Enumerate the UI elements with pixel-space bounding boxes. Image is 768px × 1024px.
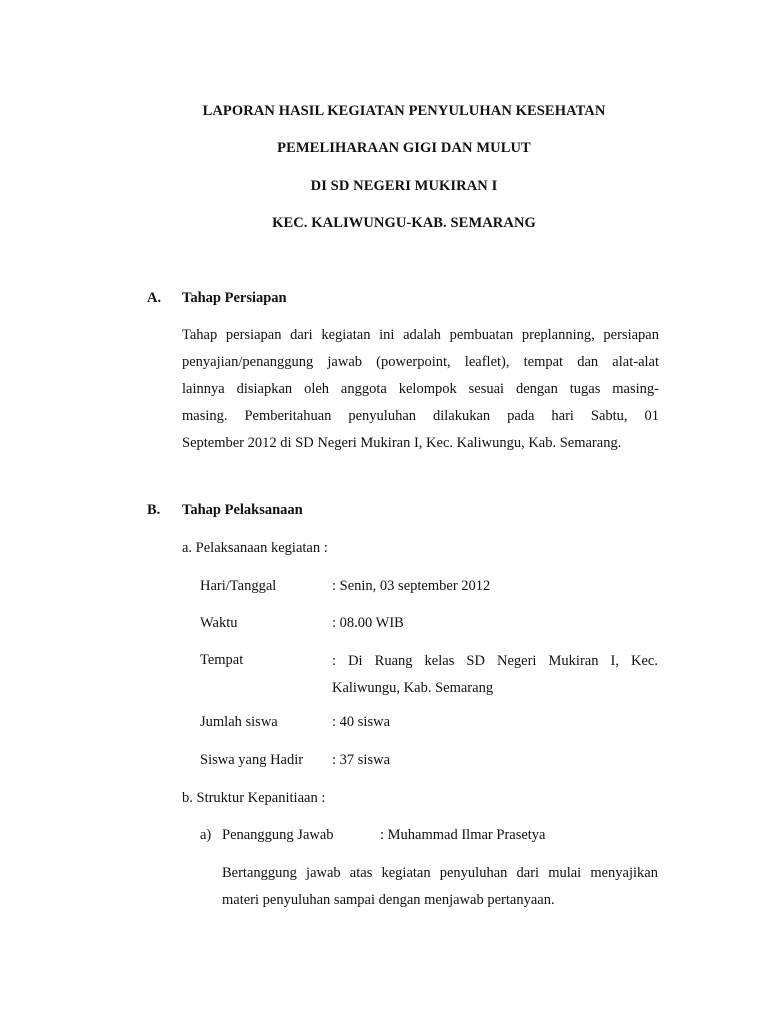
title-line-2: PEMELIHARAAN GIGI DAN MULUT <box>277 140 531 156</box>
section-a-line-3: lainnya disiapkan oleh anggota kelompok sesuai dengan tugas masing- <box>182 381 659 397</box>
item-a-description <box>222 860 658 914</box>
section-b-heading: Tahap Pelaksanaan <box>182 502 303 518</box>
item-a-role: Penanggung Jawab <box>222 827 334 843</box>
section-a-letter: A. <box>147 290 162 306</box>
item-a-name: : Muhammad Ilmar Prasetya <box>380 827 546 843</box>
row-tempat-key: Tempat <box>200 652 244 668</box>
title-line-3: DI SD NEGERI MUKIRAN I <box>310 178 498 194</box>
title-line-4: KEC. KALIWUNGU-KAB. SEMARANG <box>272 215 536 231</box>
row-waktu-value: : 08.00 WIB <box>332 615 404 631</box>
section-a-paragraph <box>182 322 659 457</box>
item-a-desc-line-2: materi penyuluhan sampai dengan menjawab pertanyaan. <box>222 892 555 908</box>
row-jumlah-siswa-key: Jumlah siswa <box>200 714 278 730</box>
row-siswa-hadir-key: Siswa yang Hadir <box>200 752 304 768</box>
title-line-1: LAPORAN HASIL KEGIATAN PENYULUHAN KESEHATAN <box>202 103 606 119</box>
section-a-line-5: September 2012 di SD Negeri Mukiran I, Kec. Kaliwungu, Kab. Semarang. <box>182 435 622 451</box>
row-waktu-key: Waktu <box>200 615 238 631</box>
item-a-desc-line-1: Bertanggung jawab atas kegiatan penyuluhan dari mulai menyajikan <box>222 865 658 881</box>
section-a-line-4: masing. Pemberitahuan penyuluhan dilakukan pada hari Sabtu, 01 <box>182 408 659 424</box>
section-a-line-2: penyajian/penanggung jawab (powerpoint, leaflet), tempat dan alat-alat <box>182 354 659 370</box>
row-tempat-value <box>332 648 658 702</box>
row-hari-tanggal-value: : Senin, 03 september 2012 <box>332 578 491 594</box>
row-hari-tanggal-key: Hari/Tanggal <box>200 578 277 594</box>
row-tempat-value-line-1: : Di Ruang kelas SD Negeri Mukiran I, Kec. <box>332 653 658 669</box>
sub-a-label: a. Pelaksanaan kegiatan : <box>182 540 328 556</box>
item-a-marker: a) <box>200 827 212 843</box>
section-b-letter: B. <box>147 502 161 518</box>
section-a-heading: Tahap Persiapan <box>182 290 287 306</box>
row-jumlah-siswa-value: : 40 siswa <box>332 714 390 730</box>
row-tempat-value-line-2: Kaliwungu, Kab. Semarang <box>332 680 494 696</box>
sub-b-label: b. Struktur Kepanitiaan : <box>182 790 326 806</box>
row-siswa-hadir-value: : 37 siswa <box>332 752 390 768</box>
section-a-line-1: Tahap persiapan dari kegiatan ini adalah pembuatan preplanning, persiapan <box>182 327 659 343</box>
